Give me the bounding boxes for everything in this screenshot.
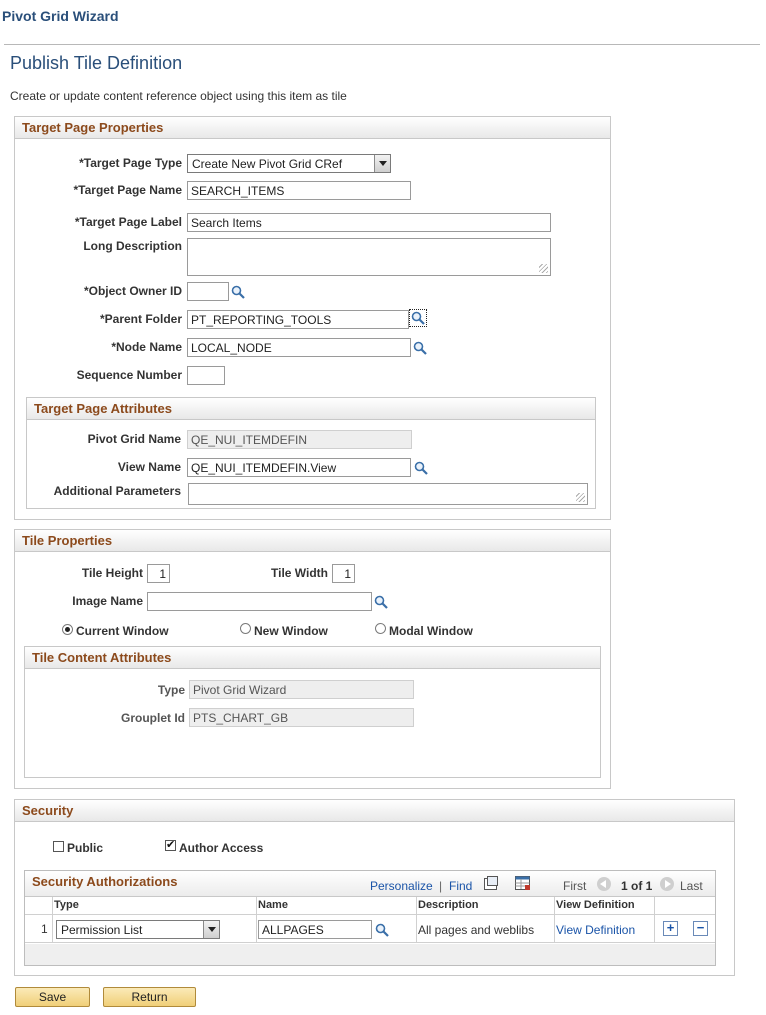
- target-page-label-label: *Target Page Label: [74, 215, 182, 229]
- target-page-label-input[interactable]: Search Items: [187, 213, 551, 232]
- search-icon[interactable]: [374, 922, 390, 938]
- delete-row-button[interactable]: −: [693, 921, 708, 936]
- permission-description: All pages and weblibs: [418, 923, 535, 937]
- last-label: Last: [680, 879, 703, 893]
- target-page-type-value: Create New Pivot Grid CRef: [192, 157, 343, 171]
- image-name-input[interactable]: [147, 592, 372, 611]
- grouplet-id-value: PTS_CHART_GB: [189, 708, 414, 727]
- grid-footer: [25, 944, 715, 965]
- modal-window-label: Modal Window: [389, 624, 473, 638]
- column-header-row: [25, 897, 715, 915]
- find-link[interactable]: Find: [449, 879, 473, 893]
- chevron-down-icon[interactable]: [374, 155, 390, 172]
- row-number: 1: [41, 922, 48, 936]
- search-icon[interactable]: [412, 340, 428, 356]
- tile-content-attributes-group: [24, 646, 601, 778]
- pivot-grid-name-value: QE_NUI_ITEMDEFIN: [187, 430, 412, 449]
- additional-parameters-label: Additional Parameters: [53, 484, 181, 498]
- resize-grip-icon[interactable]: [539, 264, 548, 273]
- search-icon[interactable]: [373, 594, 389, 610]
- row-range: 1 of 1: [621, 879, 653, 893]
- tile-width-label: Tile Width: [271, 566, 328, 580]
- target-page-attributes-heading: Target Page Attributes: [27, 398, 595, 420]
- column-header-type: Type: [54, 899, 79, 911]
- tile-properties-group: [14, 529, 611, 789]
- personalize-link[interactable]: Personalize: [370, 879, 433, 893]
- sequence-number-label: Sequence Number: [76, 368, 182, 382]
- target-page-type-label: *Target Page Type: [79, 156, 182, 170]
- public-label: Public: [67, 841, 104, 855]
- return-button[interactable]: Return: [103, 987, 196, 1007]
- page-title: Publish Tile Definition: [10, 53, 183, 73]
- target-page-properties-heading: Target Page Properties: [15, 117, 610, 139]
- toolbar-separator: |: [439, 879, 443, 893]
- chevron-down-icon[interactable]: [203, 921, 219, 938]
- author-access-checkbox[interactable]: [165, 840, 176, 851]
- node-name-label: *Node Name: [111, 340, 182, 354]
- parent-folder-label: *Parent Folder: [99, 312, 182, 326]
- target-page-name-input[interactable]: SEARCH_ITEMS: [187, 181, 411, 200]
- permission-name-input[interactable]: ALLPAGES: [258, 920, 372, 939]
- instructions-text: Create or update content reference object using this item as tile: [10, 89, 347, 103]
- column-header-view-definition: View Definition: [556, 899, 635, 911]
- permission-type-select[interactable]: [56, 920, 220, 939]
- image-name-label: Image Name: [72, 594, 143, 608]
- search-icon[interactable]: [410, 310, 426, 326]
- previous-icon[interactable]: [597, 877, 611, 891]
- column-header-name: Name: [258, 899, 288, 911]
- tile-properties-heading: Tile Properties: [15, 530, 610, 552]
- tile-type-label: Type: [157, 683, 185, 697]
- security-heading: Security: [15, 800, 734, 822]
- target-page-name-label: *Target Page Name: [73, 183, 182, 197]
- security-authorizations-grid: [24, 870, 716, 966]
- wizard-title: Pivot Grid Wizard: [2, 8, 119, 24]
- tile-height-input[interactable]: 1: [147, 564, 170, 583]
- sequence-number-input[interactable]: [187, 366, 225, 385]
- save-button[interactable]: Save: [15, 987, 90, 1007]
- view-definition-link[interactable]: View Definition: [556, 923, 636, 937]
- target-page-type-select[interactable]: [187, 154, 391, 173]
- add-row-button[interactable]: +: [663, 921, 678, 936]
- next-icon[interactable]: [660, 877, 674, 891]
- current-window-radio[interactable]: [62, 624, 73, 635]
- modal-window-radio[interactable]: [375, 623, 386, 634]
- view-name-label: View Name: [117, 460, 181, 474]
- object-owner-id-input[interactable]: [187, 282, 229, 301]
- tile-height-label: Tile Height: [81, 566, 143, 580]
- parent-folder-input[interactable]: PT_REPORTING_TOOLS: [187, 310, 409, 329]
- tile-type-value: Pivot Grid Wizard: [189, 680, 414, 699]
- resize-grip-icon[interactable]: [576, 493, 585, 502]
- target-page-attributes-group: [26, 397, 596, 509]
- download-icon[interactable]: [514, 874, 532, 892]
- view-all-icon[interactable]: [483, 875, 499, 891]
- header-divider: [4, 44, 760, 45]
- target-page-properties-group: [14, 116, 611, 520]
- table-row: [25, 916, 715, 943]
- object-owner-id-label: *Object Owner ID: [83, 284, 182, 298]
- author-access-label: Author Access: [179, 841, 264, 855]
- security-group: [14, 799, 735, 976]
- permission-type-value: Permission List: [61, 923, 143, 937]
- security-authorizations-heading: Security Authorizations: [32, 874, 178, 889]
- grouplet-id-label: Grouplet Id: [121, 711, 185, 725]
- pivot-grid-name-label: Pivot Grid Name: [87, 432, 181, 446]
- new-window-radio[interactable]: [240, 623, 251, 634]
- column-header-description: Description: [418, 899, 479, 911]
- search-icon[interactable]: [230, 284, 246, 300]
- search-icon[interactable]: [413, 460, 429, 476]
- current-window-label: Current Window: [76, 624, 169, 638]
- tile-width-input[interactable]: 1: [332, 564, 355, 583]
- node-name-input[interactable]: LOCAL_NODE: [187, 338, 411, 357]
- long-description-textarea[interactable]: [187, 238, 551, 276]
- tile-content-attributes-heading: Tile Content Attributes: [25, 647, 600, 669]
- long-description-label: Long Description: [83, 239, 182, 253]
- new-window-label: New Window: [254, 624, 328, 638]
- public-checkbox[interactable]: [53, 841, 64, 852]
- additional-parameters-textarea[interactable]: [188, 483, 588, 505]
- view-name-input[interactable]: QE_NUI_ITEMDEFIN.View: [187, 458, 411, 477]
- first-label: First: [563, 879, 587, 893]
